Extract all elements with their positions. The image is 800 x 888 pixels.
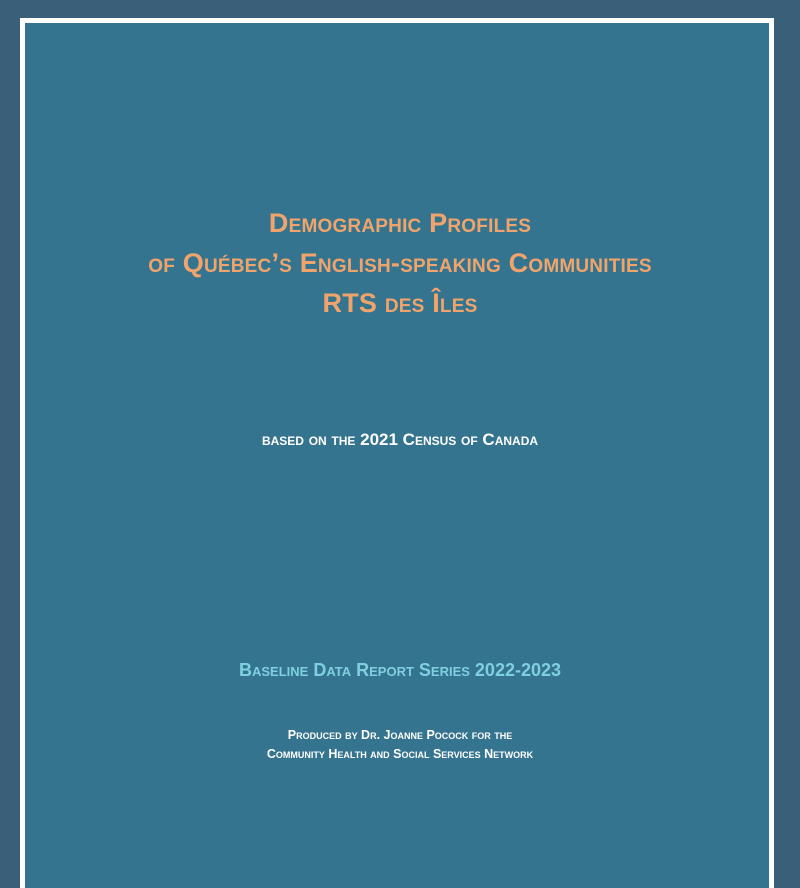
producer-line-1: Produced by Dr. Joanne Pocock for the [287,728,513,742]
title-line-2: of Québec’s English-speaking Communities [148,248,652,278]
report-subtitle: based on the 2021 Census of Canada [261,430,539,449]
report-title [0,203,800,323]
producer-credit [0,726,800,764]
producer-line-2: Community Health and Social Services Network [266,747,534,761]
report-series: Baseline Data Report Series 2022-2023 [238,660,561,680]
title-line-1: Demographic Profiles [268,208,532,238]
title-line-3: RTS des Îles [322,288,478,318]
